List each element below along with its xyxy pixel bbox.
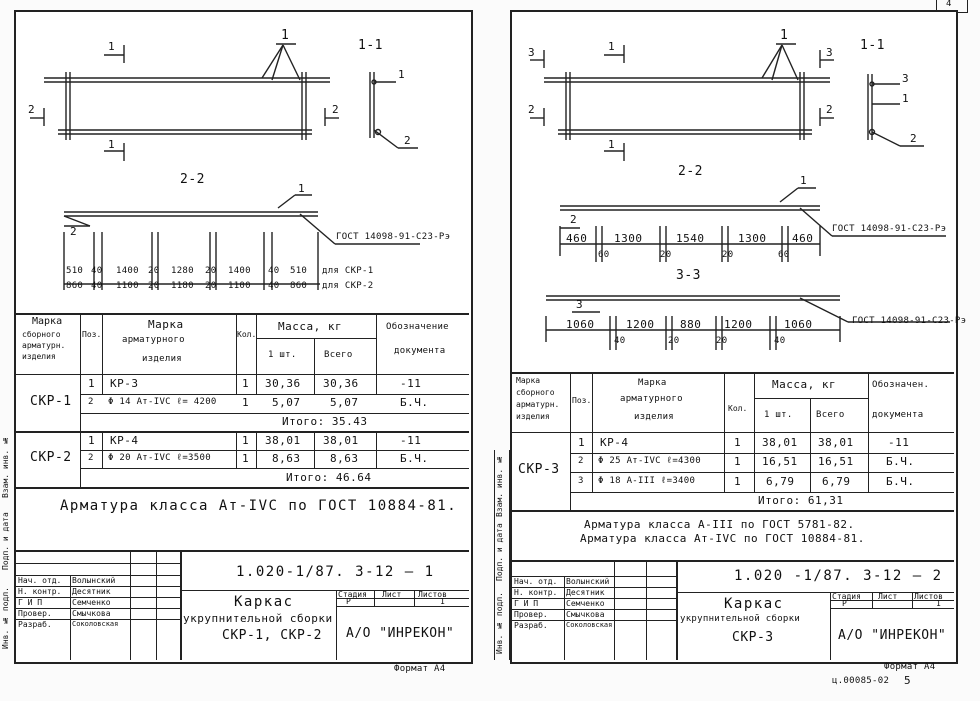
left-dim-row1-3: 20 [148, 266, 160, 276]
left-th-mark-2: сборного [22, 330, 61, 339]
right-stamp-role-2: Н. контр. [514, 588, 558, 597]
left-g1r2-doc: Б.Ч. [400, 396, 429, 409]
right-th-qty: Кол. [728, 404, 748, 413]
left-group-1-mark: СКР-1 [30, 394, 72, 409]
left-g1r1-pos: 1 [88, 377, 96, 390]
left-dim-row2-6: 1100 [228, 281, 251, 291]
right-r2-mall: 16,51 [818, 455, 854, 468]
left-g1r2-item: Φ 14 Ат-IVС ℓ= 4200 [108, 397, 217, 407]
left-dim-row2-label: для СКР-2 [322, 281, 374, 291]
left-stamp-stage-h: Стадия [338, 590, 367, 599]
left-g1r1-m1: 30,36 [265, 377, 301, 390]
right-stamp-col-c [646, 560, 647, 660]
left-dim-row1-0: 510 [66, 266, 84, 276]
left-stamp-sheet-h: Лист [382, 590, 402, 599]
left-dim-row1-5: 20 [205, 266, 217, 276]
right-section-2-2-mark-1: 1 [800, 174, 808, 187]
right-r1-item: КР-4 [600, 436, 629, 449]
left-th-mass-all: Всего [324, 350, 353, 360]
right-view-1-1-mark-2: 2 [910, 132, 918, 145]
right-table-col-2 [592, 372, 593, 492]
left-g2r1-item: КР-4 [110, 434, 139, 447]
right-dim22-bot-1: 20 [660, 250, 672, 260]
right-r2-qty: 1 [734, 455, 742, 468]
right-stamp-col-a [564, 576, 565, 660]
right-th-mark-1: Марка [516, 376, 541, 385]
left-stamp-title-2: укрупнительной сборки [183, 612, 333, 625]
left-th-mark-1: Марка [32, 316, 63, 327]
right-dim22-top-1: 1300 [614, 232, 643, 245]
left-dim-row1-6: 1400 [228, 266, 251, 276]
left-view-1-1-mark-1: 1 [398, 68, 406, 81]
right-stamp-sheets: 1 [936, 599, 941, 608]
right-dim33-bot-1: 20 [668, 336, 680, 346]
right-stamp-name-4: Смычкова [566, 610, 605, 619]
left-th-item-1: Марка [148, 318, 184, 331]
right-table-col-3 [724, 372, 725, 492]
right-th-mark-4: изделия [516, 412, 550, 421]
left-g1r1-doc: -11 [400, 377, 422, 390]
left-dim-row1-4: 1280 [171, 266, 194, 276]
left-dim-row1-2: 1400 [116, 266, 139, 276]
right-sidebar-label-1: Инв. № подл. [495, 592, 504, 654]
right-r3-item: Φ 18 А-III ℓ=3400 [598, 476, 696, 486]
page-number: 4 [946, 0, 952, 9]
right-stamp-role-5: Разраб. [514, 621, 548, 630]
left-stamp-sheets: 1 [440, 597, 445, 606]
right-stamp-title-1: Каркас [724, 596, 784, 612]
left-dim-row1-label: для СКР-1 [322, 266, 374, 276]
right-section-1-top: 1 [608, 40, 616, 53]
right-table-col-5 [810, 398, 811, 492]
right-section-3-3-mark-3: 3 [576, 298, 584, 311]
right-callout-1: 1 [780, 28, 789, 43]
left-g2r2-mall: 8,63 [330, 452, 359, 465]
left-g2r1-m1: 38,01 [265, 434, 301, 447]
right-th-pos: Поз. [572, 396, 592, 405]
right-th-item-2: арматурного [620, 394, 683, 404]
right-dim33-top-1: 1200 [626, 318, 655, 331]
right-section-2-2-title: 2-2 [678, 164, 703, 179]
left-stamp-role-4: Провер. [18, 609, 52, 618]
right-section-3-right: 3 [826, 46, 834, 59]
left-reinforcement-note: Арматура класса Ат-IVС по ГОСТ 10884-81. [60, 498, 458, 514]
right-dim22-top-3: 1300 [738, 232, 767, 245]
left-dim-row1-8: 510 [290, 266, 308, 276]
right-sidebar-label-2: Подп. и дата [495, 523, 504, 581]
right-dim22-top-2: 1540 [676, 232, 705, 245]
right-r3-doc: Б.Ч. [886, 475, 915, 488]
right-stamp-name-2: Десятник [566, 588, 605, 597]
right-table-bottom [512, 510, 954, 512]
left-th-item-2: арматурного [122, 335, 185, 345]
right-stamp-stage-h: Стадия [832, 592, 861, 601]
right-stamp-name-1: Волынский [566, 577, 610, 586]
right-section-3-3-title: 3-3 [676, 268, 701, 283]
left-stamp-name-2: Десятник [72, 587, 111, 596]
left-g2r1-qty: 1 [242, 434, 250, 447]
right-stamp-top [512, 560, 954, 562]
left-dim-row2-0: 860 [66, 281, 84, 291]
right-r2-item: Φ 25 Ат-IVС ℓ=4300 [598, 456, 701, 466]
right-th-item-3: изделия [634, 412, 675, 422]
right-r1-m1: 38,01 [762, 436, 798, 449]
right-stamp-org-row [830, 608, 954, 609]
left-g1r2-mall: 5,07 [330, 396, 359, 409]
right-note-line-1: Арматура класса А-III по ГОСТ 5781-82. [584, 518, 855, 531]
right-dim33-top-2: 880 [680, 318, 702, 331]
left-section-1-top: 1 [108, 40, 116, 53]
right-th-item-1: Марка [638, 378, 667, 388]
left-stamp-role-5: Разраб. [18, 620, 52, 629]
left-g2-total: Итого: 46.64 [286, 471, 372, 484]
right-th-mass-one: 1 шт. [764, 410, 793, 420]
left-g2r2-doc: Б.Ч. [400, 452, 429, 465]
right-dim33-top-4: 1060 [784, 318, 813, 331]
right-gost-note-2: ГОСТ 14098-91-С23-Рэ [852, 316, 967, 326]
right-th-doc-1: Обозначен. [872, 380, 930, 390]
left-th-mark-4: изделия [22, 352, 56, 361]
left-group-2-mark: СКР-2 [30, 450, 72, 465]
right-stamp-role-4: Провер. [514, 610, 548, 619]
right-stamp-col-d [830, 592, 831, 660]
right-dim33-bot-0: 40 [614, 336, 626, 346]
right-table-top [512, 372, 954, 374]
left-stamp-title-3: СКР-1, СКР-2 [222, 628, 322, 643]
left-callout-1: 1 [281, 28, 290, 43]
right-section-2-right: 2 [826, 103, 834, 116]
right-view-1-1-title: 1-1 [860, 38, 885, 53]
right-section-2-2-mark-2: 2 [570, 213, 578, 226]
right-sidebar-label-3: Взам. инв. № [495, 455, 504, 517]
left-g2r1-pos: 1 [88, 434, 96, 447]
right-stamp-org: А/О "ИНРЕКОН" [838, 628, 947, 643]
left-g1r1-item: КР-3 [110, 377, 139, 390]
right-format: Формат А4 [884, 662, 936, 672]
right-r2-m1: 16,51 [762, 455, 798, 468]
left-g1r2-qty: 1 [242, 396, 250, 409]
right-table-mass-split [754, 398, 868, 399]
left-g2r2-item: Φ 20 Ат-IVС ℓ=3500 [108, 453, 211, 463]
right-dim22-top-4: 460 [792, 232, 814, 245]
left-view-1-1-mark-2: 2 [404, 134, 412, 147]
right-view-1-1-mark-1: 1 [902, 92, 910, 105]
right-r3-mall: 6,79 [822, 475, 851, 488]
left-stamp-role-1: Нач. отд. [18, 576, 62, 585]
right-note-line-2: Арматура класса Ат-IVС по ГОСТ 10884-81. [580, 532, 865, 545]
right-dim22-bot-0: 60 [598, 250, 610, 260]
left-format: Формат А4 [394, 664, 446, 674]
left-sidebar-label-3: Взам. инв. № [1, 436, 10, 499]
left-g2r2-qty: 1 [242, 452, 250, 465]
right-r3-m1: 6,79 [766, 475, 795, 488]
left-stamp-title-1: Каркас [234, 594, 294, 610]
left-stamp-role-3: Г И П [18, 598, 43, 607]
left-th-mass-one: 1 шт. [268, 350, 297, 360]
left-stamp-name-3: Семченко [72, 598, 111, 607]
left-section-2-2-mark-2: 2 [70, 225, 78, 238]
left-dim-row2-3: 20 [148, 281, 160, 291]
right-stamp-title-2: укрупнительной сборки [680, 614, 801, 624]
left-stamp-sheets-h: Листов [418, 590, 447, 599]
right-dim33-top-3: 1200 [724, 318, 753, 331]
left-g1r2-m1: 5,07 [272, 396, 301, 409]
left-g1-total: Итого: 35.43 [282, 415, 368, 428]
right-stamp-stage: Р [842, 599, 847, 608]
right-row-2 [570, 472, 954, 473]
right-stamp-code: 1.020 -1/87. 3-12 — 2 [734, 568, 943, 584]
left-dim-row2-5: 20 [205, 281, 217, 291]
left-stamp-org: А/О "ИНРЕКОН" [346, 626, 455, 641]
right-stamp-name-5: Соколовская [566, 621, 613, 629]
left-stamp-role-2: Н. контр. [18, 587, 62, 596]
left-g2r1-mall: 38,01 [323, 434, 359, 447]
left-sidebar-label-1: Инв. № подл. [1, 587, 10, 649]
left-th-doc-2: документа [394, 346, 446, 356]
left-th-doc-1: Обозначение [386, 322, 449, 332]
left-section-2-right: 2 [332, 103, 340, 116]
right-th-mass-all: Всего [816, 410, 845, 420]
left-dim-row2-8: 860 [290, 281, 308, 291]
right-stamp-sheets-h: Листов [914, 592, 943, 601]
right-th-mark-2: сборного [516, 388, 555, 397]
left-th-mark-3: арматурн. [22, 341, 66, 350]
right-table-header-bottom [512, 432, 954, 433]
left-g2r2-pos: 2 [88, 453, 94, 463]
left-dim-row2-2: 1100 [116, 281, 139, 291]
left-dim-row2-1: 40 [91, 281, 103, 291]
left-view-1-1-title: 1-1 [358, 38, 383, 53]
right-r3-pos: 3 [578, 476, 584, 486]
right-r1-qty: 1 [734, 436, 742, 449]
right-th-doc-2: документа [872, 410, 924, 420]
left-section-2-2-title: 2-2 [180, 172, 205, 187]
left-sidebar-label-2: Подп. и дата [1, 512, 10, 570]
right-table-col-1 [570, 372, 571, 510]
left-dim-row2-4: 1180 [171, 281, 194, 291]
right-r1-doc: -11 [888, 436, 910, 449]
right-stamp-role-1: Нач. отд. [514, 577, 558, 586]
left-stamp-code: 1.020-1/87. 3-12 — 1 [236, 564, 435, 580]
right-dim33-bot-3: 40 [774, 336, 786, 346]
right-r2-doc: Б.Ч. [886, 455, 915, 468]
left-gost-note: ГОСТ 14098-91-С23-Рэ [336, 232, 451, 242]
right-footer-code: ц.00085-02 [832, 676, 890, 686]
left-g2r1-doc: -11 [400, 434, 422, 447]
right-dim33-bot-2: 20 [716, 336, 728, 346]
right-th-mark-3: арматурн. [516, 400, 560, 409]
right-section-1-bottom: 1 [608, 138, 616, 151]
right-dim22-bot-3: 60 [778, 250, 790, 260]
right-stamp-col-b [614, 560, 615, 660]
right-dim22-top-0: 460 [566, 232, 588, 245]
right-stamp-div [676, 560, 678, 660]
right-stamp-title-3: СКР-3 [732, 630, 774, 645]
left-section-2-2-mark-1: 1 [298, 182, 306, 195]
right-footer-page: 5 [904, 674, 912, 687]
right-r3-qty: 1 [734, 475, 742, 488]
left-stamp-name-4: Смычкова [72, 609, 111, 618]
left-section-2-left: 2 [28, 103, 36, 116]
right-stamp-sheet-h: Лист [878, 592, 898, 601]
left-th-mass: Масса, кг [278, 320, 343, 333]
right-dim22-bot-2: 20 [722, 250, 734, 260]
left-g2r2-m1: 8,63 [272, 452, 301, 465]
right-total: Итого: 61,31 [758, 494, 844, 507]
right-dim33-top-0: 1060 [566, 318, 595, 331]
left-g1r1-qty: 1 [242, 377, 250, 390]
right-stamp-name-3: Семченко [566, 599, 605, 608]
left-dim-row2-7: 40 [268, 281, 280, 291]
left-dim-row1-1: 40 [91, 266, 103, 276]
left-stamp-stage: Р [346, 597, 351, 606]
right-section-3-left: 3 [528, 46, 536, 59]
right-th-mass: Масса, кг [772, 378, 837, 391]
right-table-col-6 [868, 372, 869, 492]
left-th-pos: Поз. [82, 330, 102, 339]
left-section-1-bottom: 1 [108, 138, 116, 151]
left-g1r1-mall: 30,36 [323, 377, 359, 390]
right-r1-pos: 1 [578, 436, 586, 449]
right-view-1-1-mark-3: 3 [902, 72, 910, 85]
left-stamp-name-1: Волынский [72, 576, 116, 585]
right-r1-mall: 38,01 [818, 436, 854, 449]
right-row-1 [570, 453, 954, 454]
right-row-3 [570, 492, 954, 493]
right-table-col-4 [754, 372, 755, 492]
left-stamp-name-5: Соколовская [72, 620, 119, 628]
left-th-item-3: изделия [142, 354, 183, 364]
left-th-qty: Кол. [237, 330, 257, 339]
right-gost-note: ГОСТ 14098-91-С23-Рэ [832, 224, 947, 234]
right-group-mark: СКР-3 [518, 462, 560, 477]
left-g1r2-pos: 2 [88, 397, 94, 407]
right-stamp-role-3: Г И П [514, 599, 539, 608]
right-section-2-left: 2 [528, 103, 536, 116]
right-r2-pos: 2 [578, 456, 584, 466]
left-dim-row1-7: 40 [268, 266, 280, 276]
